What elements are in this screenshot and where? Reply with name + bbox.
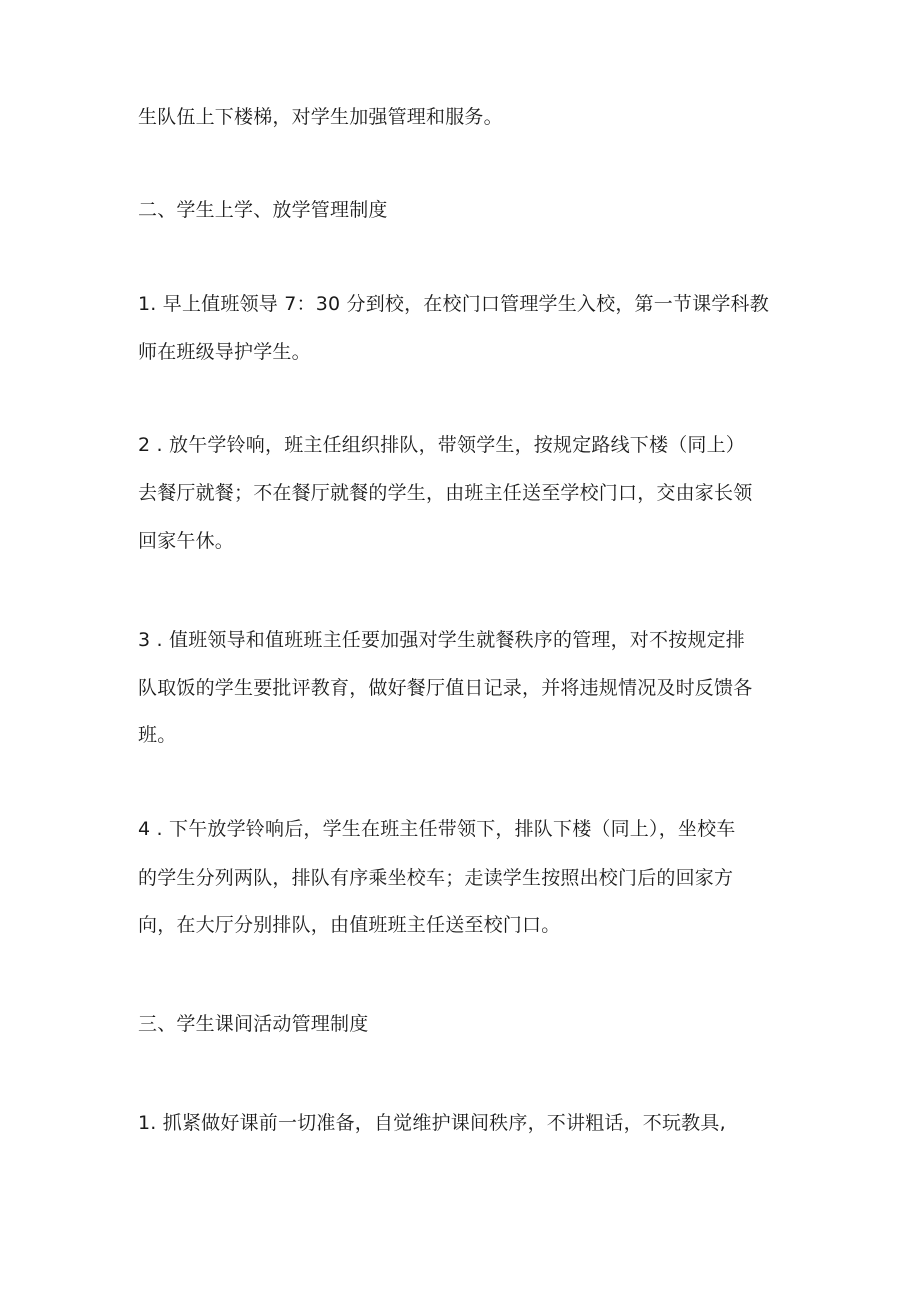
text-line: 回家午休。 xyxy=(138,530,235,552)
text-line: 生队伍上下楼梯，对学生加强管理和服务。 xyxy=(138,106,503,128)
text-line: 师在班级导护学生。 xyxy=(138,341,311,363)
text-line: 队取饭的学生要批评教育，做好餐厅值日记录，并将违规情况及时反馈各 xyxy=(138,677,753,699)
text-line: 4 . 下午放学铃响后，学生在班主任带领下，排队下楼（同上），坐校车 xyxy=(138,818,736,840)
section-heading: 二、学生上学、放学管理制度 xyxy=(138,199,388,221)
text-line: 1. 早上值班领导 7：30 分到校，在校门口管理学生入校，第一节课学科教 xyxy=(138,293,769,315)
text-line: 1. 抓紧做好课前一切准备，自觉维护课间秩序，不讲粗话，不玩教具, xyxy=(138,1112,726,1134)
text-line: 3 . 值班领导和值班班主任要加强对学生就餐秩序的管理，对不按规定排 xyxy=(138,629,746,651)
text-line: 去餐厅就餐；不在餐厅就餐的学生，由班主任送至学校门口，交由家长领 xyxy=(138,482,753,504)
text-line: 向，在大厅分别排队，由值班班主任送至校门口。 xyxy=(138,914,561,936)
text-line: 2 . 放午学铃响，班主任组织排队，带领学生，按规定路线下楼（同上） xyxy=(138,434,746,456)
section-heading: 三、学生课间活动管理制度 xyxy=(138,1013,369,1035)
text-line: 班。 xyxy=(138,724,177,746)
text-line: 的学生分列两队，排队有序乘坐校车；走读学生按照出校门后的回家方 xyxy=(138,867,734,889)
